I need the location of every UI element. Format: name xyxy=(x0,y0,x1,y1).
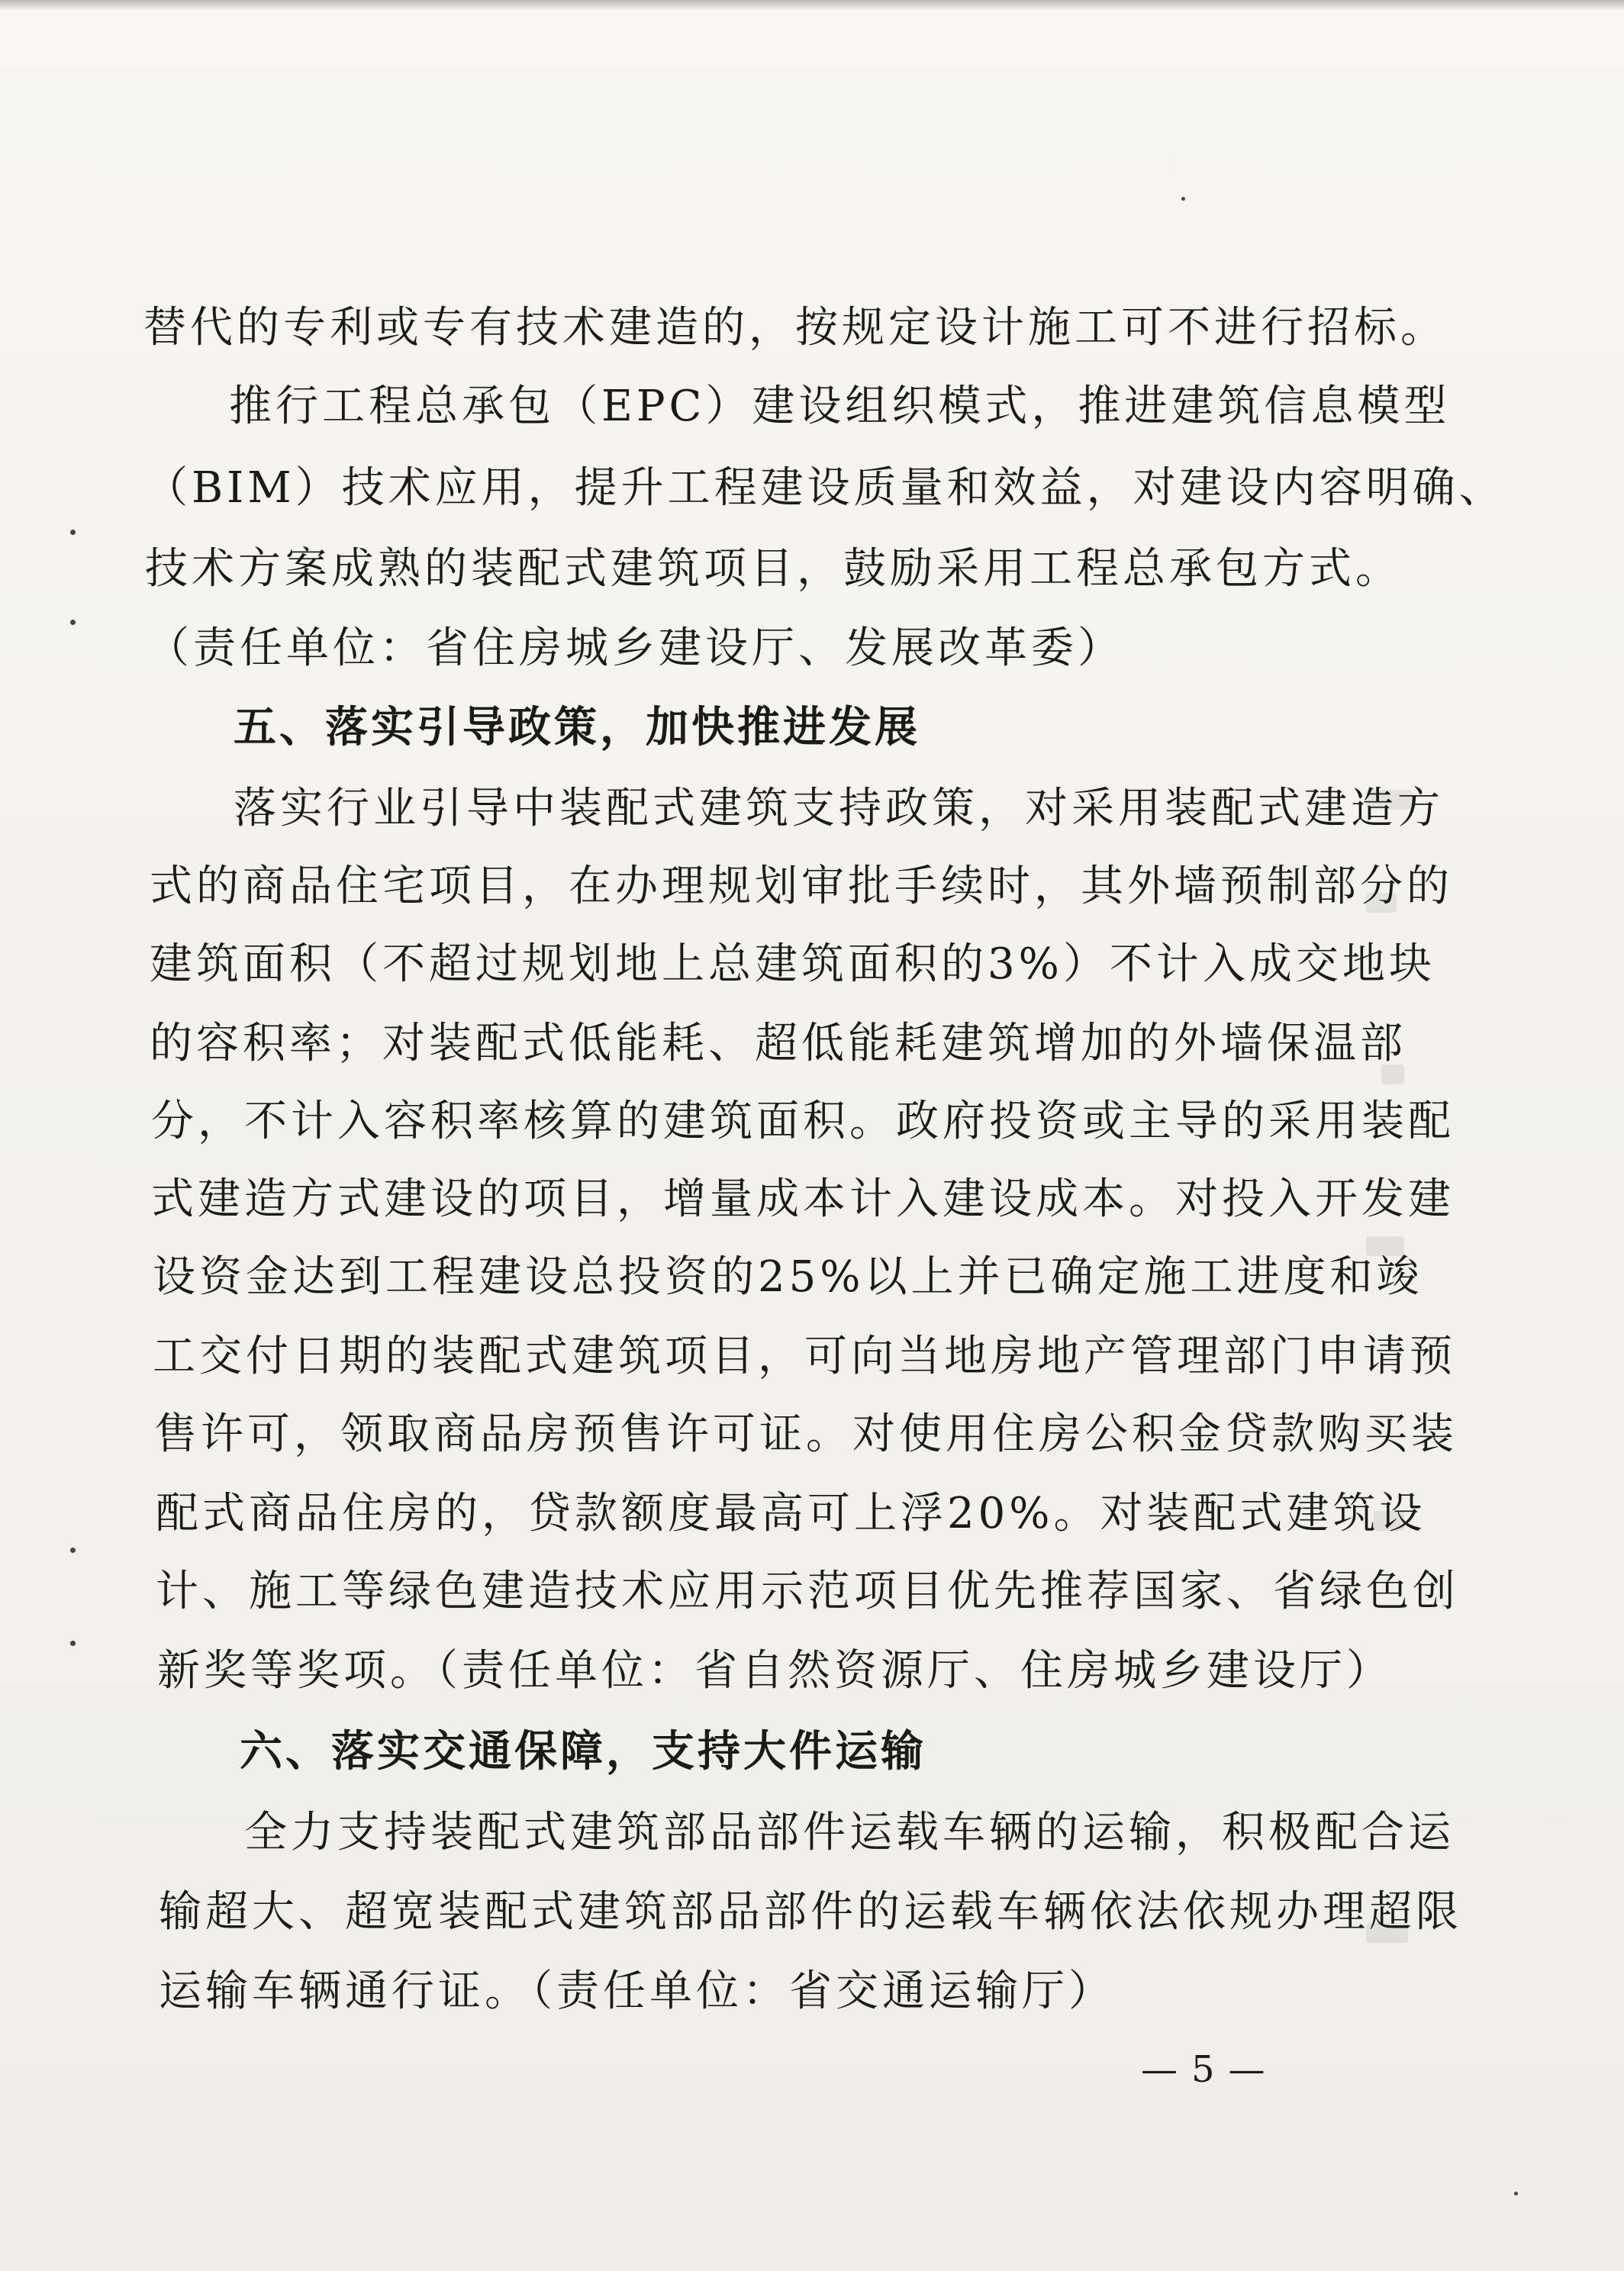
body-line: 落实行业引导中装配式建筑支持政策，对采用装配式建造方 xyxy=(234,784,1444,833)
body-line: 的容积率；对装配式低能耗、超低能耗建筑增加的外墙保温部 xyxy=(150,1019,1406,1068)
scan-dot xyxy=(70,1641,76,1646)
body-line: 工交付日期的装配式建筑项目，可向当地房地产管理部门申请预 xyxy=(153,1332,1456,1381)
body-line: 计、施工等绿色建造技术应用示范项目优先推荐国家、省绿色创 xyxy=(156,1567,1459,1616)
body-line: 式的商品住宅项目，在办理规划审批手续时，其外墙预制部分的 xyxy=(150,862,1453,911)
page-number-value: 5 xyxy=(1191,2048,1215,2091)
body-line: 新奖等奖项。（责任单位：省自然资源厅、住房城乡建设厅） xyxy=(157,1646,1393,1696)
scan-dot xyxy=(1514,2192,1518,2195)
scan-top-edge xyxy=(0,0,1624,11)
body-line: 式建造方式建设的项目，增量成本计入建设成本。对投入开发建 xyxy=(151,1174,1455,1224)
body-line: （责任单位：省住房城乡建设厅、发展改革委） xyxy=(147,623,1124,673)
body-line: 输超大、超宽装配式建筑部品部件的运载车辆依法依规办理超限 xyxy=(159,1887,1462,1937)
section-heading-6: 六、落实交通保障，支持大件运输 xyxy=(240,1727,926,1777)
scan-dot xyxy=(70,1548,76,1553)
body-line: （BIM）技术应用，提升工程建设质量和效益，对建设内容明确、 xyxy=(145,463,1506,513)
page-number xyxy=(1141,2047,1265,2092)
body-line: 分，不计入容积率核算的建筑面积。政府投资或主导的采用装配 xyxy=(151,1097,1455,1146)
body-line: 售许可，领取商品房预售许可证。对使用住房公积金贷款购买装 xyxy=(154,1409,1458,1459)
body-line: 推行工程总承包（EPC）建设组织模式，推进建筑信息模型 xyxy=(229,382,1451,431)
page-number-dash-right: — xyxy=(1228,2048,1265,2091)
scan-dot xyxy=(70,530,76,535)
body-line: 运输车辆通行证。（责任单位：省交通运输厅） xyxy=(159,1967,1115,2016)
body-line: 替代的专利或专有技术建造的，按规定设计施工可不进行招标。 xyxy=(143,303,1447,353)
section-heading-5: 五、落实引导政策，加快推进发展 xyxy=(234,703,920,752)
body-line: 设资金达到工程建设总投资的25%以上并已确定施工进度和竣 xyxy=(153,1252,1423,1302)
body-line: 技术方案成熟的装配式建筑项目，鼓励采用工程总承包方式。 xyxy=(145,544,1402,594)
body-line: 建筑面积（不超过规划地上总建筑面积的3%）不计入成交地块 xyxy=(150,939,1436,989)
body-line: 全力支持装配式建筑部品部件运载车辆的运输，积极配合运 xyxy=(244,1808,1455,1857)
page-number-dash-left: — xyxy=(1141,2048,1178,2091)
body-line: 配式商品住房的，贷款额度最高可上浮20%。对装配式建筑设 xyxy=(156,1489,1426,1538)
scan-dot xyxy=(1181,197,1185,201)
scan-dot xyxy=(70,620,76,625)
